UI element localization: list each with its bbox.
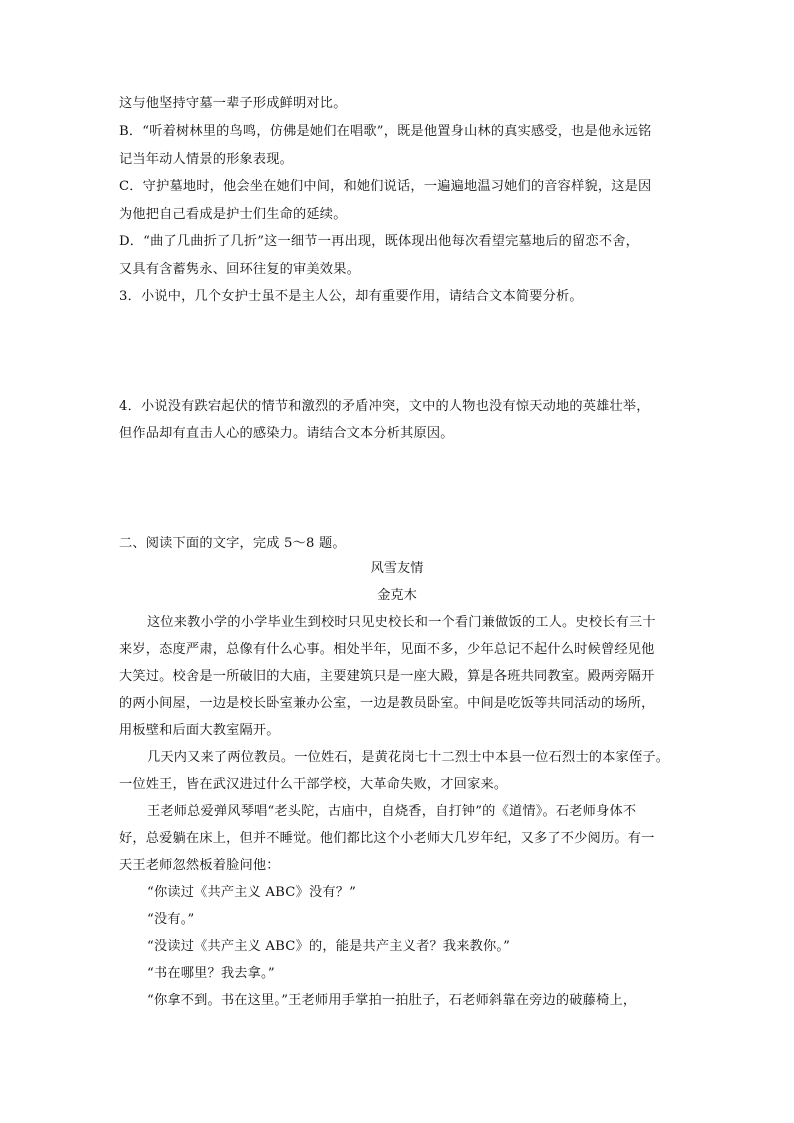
option-c-line-2: 为他把自己看成是护士们生命的延续。	[119, 207, 347, 222]
option-b-line-1: B．“听着树林里的鸟鸣，仿佛是她们在唱歌”，既是他置身山林的真实感受，也是他永远铭	[119, 124, 652, 139]
dialogue-line: “没有。”	[147, 912, 195, 927]
paragraph-1-line: 大笑过。校舍是一所破旧的大庙，主要建筑只是一座大殿，算是各班共同教室。殿两旁隔开	[119, 669, 655, 684]
paragraph-3-line: 好，总爱躺在床上，但并不睡觉。他们都比这个小老师大几岁年纪，又多了不少阅历。有一	[119, 831, 655, 846]
dialogue-line: “没读过《共产主义 ABC》的，能是共产主义者？我来教你。”	[147, 939, 511, 954]
text-line: 这与他坚持守墓一辈子形成鲜明对比。	[119, 96, 347, 111]
question-3: 3．小说中，几个女护士虽不是主人公，却有重要作用，请结合文本简要分析。	[119, 289, 583, 304]
option-b-line-2: 记当年动人情景的形象表现。	[119, 152, 294, 167]
question-4-line-1: 4．小说没有跌宕起伏的情节和激烈的矛盾冲突，文中的人物也没有惊天动地的英雄壮举，	[119, 399, 650, 414]
paragraph-1-line: 这位来教小学的小学毕业生到校时只见史校长和一个看门兼做饭的工人。史校长有三十	[147, 615, 656, 630]
question-4-line-2: 但作品却有直击人心的感染力。请结合文本分析其原因。	[119, 426, 454, 441]
paragraph-2-line: 一位姓王，皆在武汉进过什么干部学校，大革命失败，才回家来。	[119, 777, 508, 792]
article-title: 风雪友情	[370, 561, 424, 576]
dialogue-line: “你读过《共产主义 ABC》没有？”	[147, 885, 357, 900]
option-d-line-1: D．“曲了几曲折了几折”这一细节一再出现，既体现出他每次看望完墓地后的留恋不舍，	[119, 234, 639, 249]
paragraph-1-line: 用板壁和后面大教室隔开。	[119, 723, 280, 738]
dialogue-line: “你拿不到。书在这里。”王老师用手掌拍一拍肚子，石老师斜靠在旁边的破藤椅上，	[147, 993, 637, 1008]
paragraph-2-line: 几天内又来了两位教员。一位姓石，是黄花岗七十二烈士中本县一位石烈士的本家侄子。	[147, 750, 670, 765]
paragraph-1-line: 的两小间屋，一边是校长卧室兼办公室，一边是教员卧室。中间是吃饭等共同活动的场所，	[119, 696, 655, 711]
option-d-line-2: 又具有含蓄隽永、回环往复的审美效果。	[119, 262, 360, 277]
paragraph-3-line: 王老师总爱弹风琴唱“老头陀，古庙中，自烧香，自打钟”的《道情》。石老师身体不	[147, 804, 637, 819]
section-heading: 二、阅读下面的文字，完成 5～8 题。	[119, 536, 346, 551]
paragraph-1-line: 来岁，态度严肃，总像有什么心事。相处半年，见面不多，少年总记不起什么时候曾经见他	[119, 642, 655, 657]
paragraph-3-line: 天王老师忽然板着脸问他：	[119, 858, 280, 873]
article-author: 金克木	[377, 588, 417, 603]
dialogue-line: “书在哪里？我去拿。”	[147, 966, 275, 981]
option-c-line-1: C．守护墓地时，他会坐在她们中间，和她们说话，一遍遍地温习她们的音容样貌，这是因	[119, 179, 652, 194]
